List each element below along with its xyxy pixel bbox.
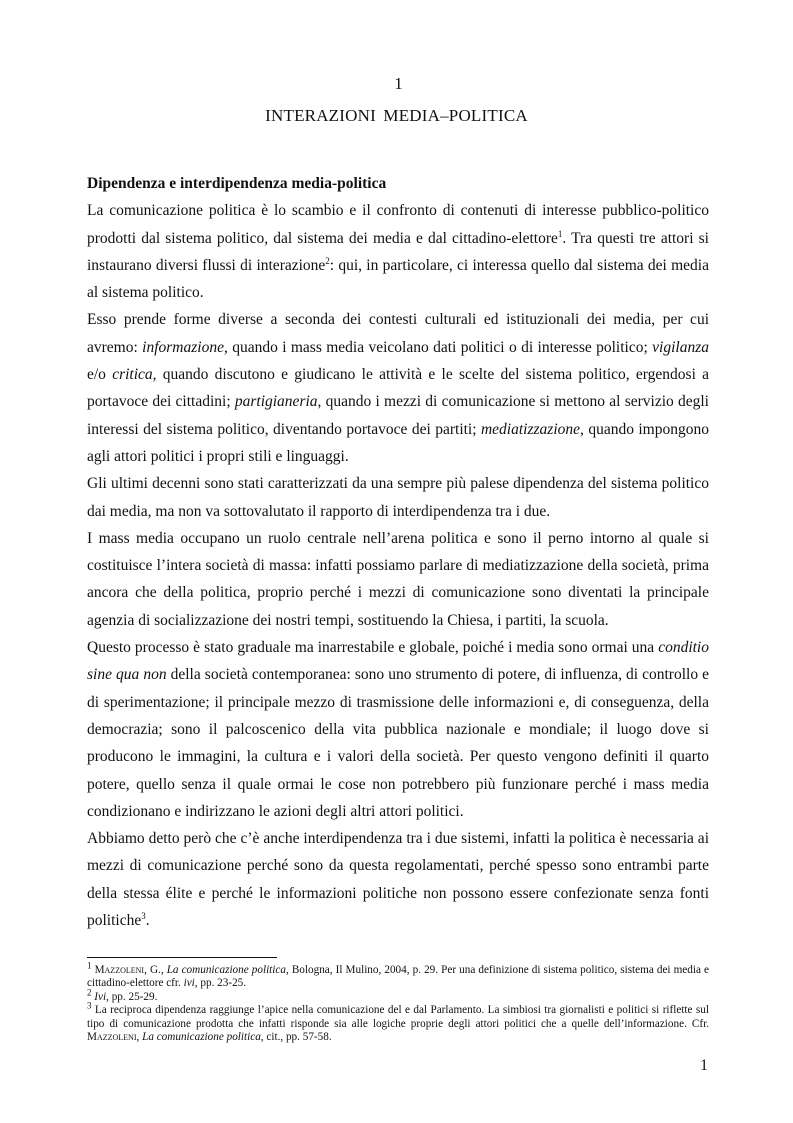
footnote-ivi: ivi (183, 977, 195, 990)
paragraph-5 (87, 634, 709, 825)
paragraph-text: , quando discutono e giudicano le attività e le scelte del sistema politico, ergendosi a portavoce dei cittadini; (87, 366, 710, 411)
footnote-number: 1 (87, 960, 92, 971)
footnote-number: 2 (87, 987, 92, 998)
paragraph-text: . (145, 912, 150, 930)
paragraph-text: Questo processo è stato graduale ma inarrestabile e globale, poiché i media sono ormai una (87, 639, 659, 657)
italic-term: conditio sine qua non (87, 639, 709, 684)
footnote-text: , pp. 25-29. (106, 990, 158, 1003)
paragraph-4: I mass media occupano un ruolo centrale nell’arena politica e sono il perno intorno al quale si costituisce l’intera società di massa: infatti possiamo parlare di mediatizzazione della società, prima ancora che della politica, proprio perché i mezzi di comunicazione sono diventati la principale agenzia di socializzazione dei nostri tempi, sostituendo la Chiesa, i partiti, la scuola. (87, 529, 709, 629)
footnote-ref-2[interactable]: 2 (325, 255, 330, 266)
paragraph-text: Esso prende forme diverse a seconda dei contesti culturali ed istituzionali dei media, per cui avremo: (87, 311, 709, 356)
footnote-title: La comunicazione politica, (142, 1031, 264, 1044)
paragraph-1 (87, 197, 709, 306)
footnotes (87, 960, 709, 1044)
paragraph-text: La comunicazione politica è lo scambio e il confronto di contenuti di interesse pubblico-politico prodotti dal sistema politico, dal sistema dei media e dal cittadino-elettore (87, 202, 709, 247)
chapter-title: INTERAZIONI MEDIA–POLITICA (265, 106, 528, 125)
paragraph-text: , quando i mass media veicolano dati politici o di interesse politico; (223, 338, 653, 356)
body-text (87, 170, 709, 934)
paragraph-text: : qui, in particolare, ci interessa quello dal sistema dei media al sistema politico. (87, 256, 709, 302)
paragraph-text: della società contemporanea: sono uno strumento di potere, di influenza, di controllo e di sperimentazione; il principale mezzo di trasmissione delle informazioni e, di conseguenza, della democrazia; sono il palcoscenico della vita pubblica nazionale e mondiale; il luogo dove si producono le immagini, la cultura e i valori della società. Per questo vengono definiti il quarto potere, quello senza il quale ormai le cose non potrebbero più funzionare perché i mass media condizionano e indirizzano le azioni degli altri attori politici. (87, 666, 710, 820)
footnote-text: , G., (144, 964, 167, 976)
paragraph-text: . Tra questi tre attori si instaurano diversi flussi di interazione (87, 229, 709, 274)
italic-term: vigilanza (652, 338, 709, 356)
footnote-title: La comunicazione politica (166, 964, 286, 976)
footnote-author: Mazzoleni (94, 964, 145, 976)
paragraph-text: , quando impongono agli attori politici i propri stili e linguaggi. (87, 420, 709, 465)
footnote-2 (87, 987, 709, 1004)
footnote-text: , pp. 23-25. (194, 977, 247, 990)
paragraph-text: , quando i mezzi di comunicazione si mettono al servizio degli interessi del sistema politico, diventando portavoce dei partiti; (87, 393, 709, 438)
italic-term: partigianeria (234, 393, 318, 411)
footnote-text: , (136, 1031, 143, 1044)
paragraph-text: e/o (87, 366, 113, 384)
footnote-ref-3[interactable]: 3 (141, 910, 146, 921)
italic-term: informazione (142, 338, 224, 356)
footnote-text: , Bologna, Il Mulino, 2004, p. 29. Per una definizione di sistema politico, sistema dei media e cittadino-elettore cfr. (87, 964, 709, 990)
footnote-text: La reciproca dipendenza raggiunge l’apice nella comunicazione del e dal Parlamento. La simbiosi tra giornalisti e politici si riflette sul tipo di comunicazione prodotta che infatti risponde sia alle logiche proprie degli attori politici che a quelle dell’informazione. Cfr. (87, 1004, 709, 1030)
chapter-number: 1 (394, 74, 403, 93)
footnote-1 (87, 960, 709, 991)
section-heading: Dipendenza e interdipendenza media-politica (87, 175, 387, 192)
paragraph-3: Gli ultimi decenni sono stati caratterizzati da una sempre più palese dipendenza del sistema politico dai media, ma non va sottovalutato il rapporto di interdipendenza tra i due. (87, 475, 709, 520)
paragraph-text: Abbiamo detto però che c’è anche interdipendenza tra i due sistemi, infatti la politica è necessaria ai mezzi di comunicazione perché sono da questa regolamentati, perché spesso sono entrambi parte della stessa élite e perché le informazioni politiche non possono essere confezionate senza fonti politiche (87, 830, 709, 930)
footnote-divider (87, 957, 277, 958)
paragraph-2 (87, 306, 709, 470)
italic-term: critica (112, 366, 153, 384)
footnote-text: cit., pp. 57-58. (263, 1031, 332, 1044)
italic-term: mediatizzazione (480, 420, 581, 438)
paragraph-6 (87, 825, 709, 934)
footnote-ivi: Ivi (94, 990, 107, 1003)
footnote-author: Mazzoleni (87, 1031, 137, 1044)
footnote-3 (87, 1000, 709, 1044)
footnote-ref-1[interactable]: 1 (557, 228, 563, 239)
footnote-number: 3 (87, 1000, 92, 1011)
page-number: 1 (700, 1057, 708, 1074)
